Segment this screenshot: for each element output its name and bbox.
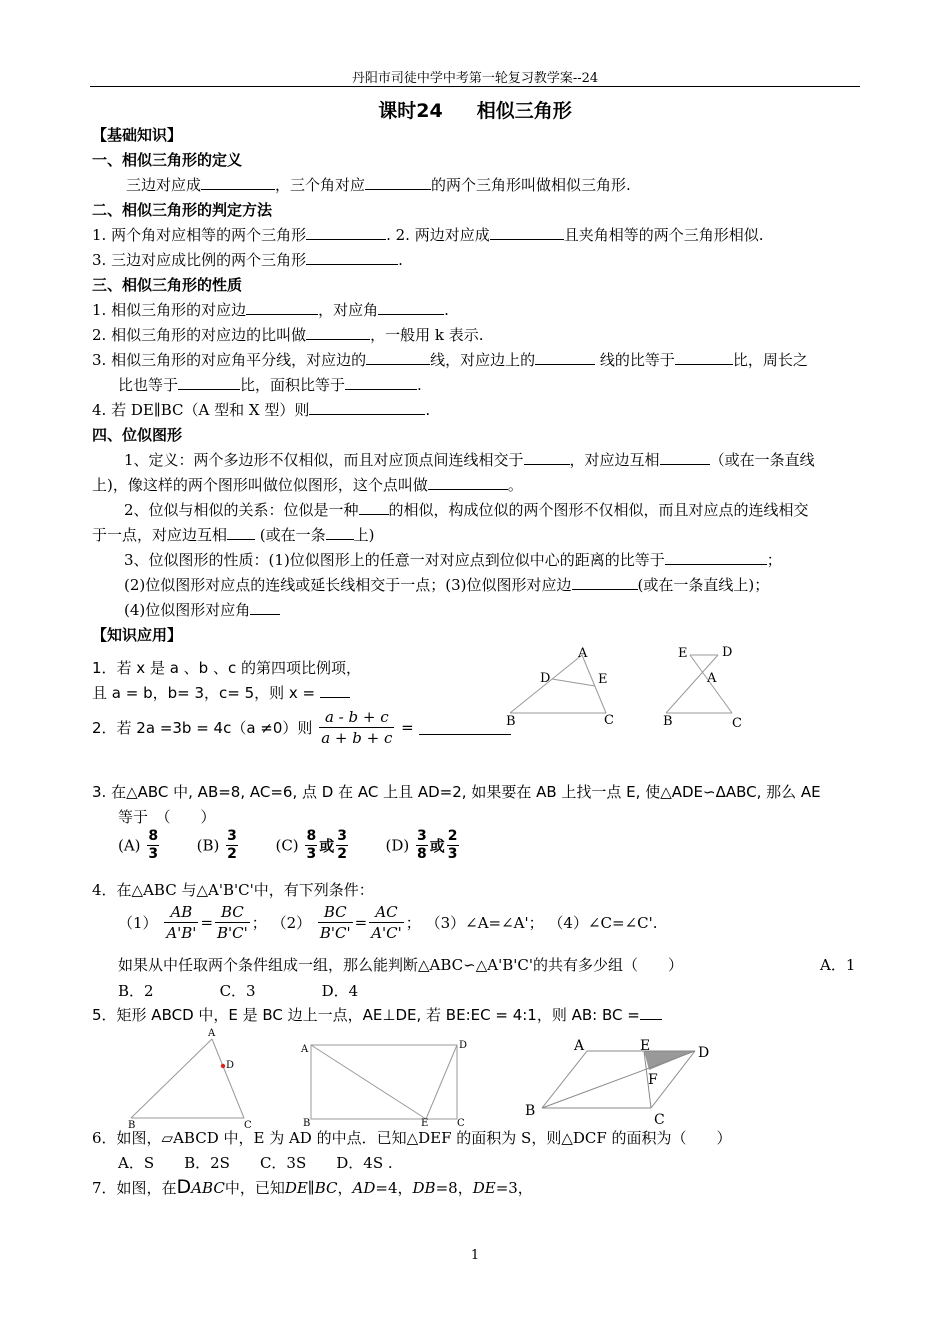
- s4-p2-line1: 2、位似与相似的关系：位似是一种 的相似，构成位似的两个图形不仅相似，而且对应点的连线相交: [124, 501, 809, 519]
- s3-heading: 三、相似三角形的性质: [92, 276, 243, 294]
- point-d-marker: [221, 1064, 225, 1068]
- figure-rectangle: [295, 1034, 475, 1126]
- s3-line2: 2. 相似三角形的对应边的比叫做 ，一般用 k 表示.: [92, 326, 484, 344]
- fig-r-label-c: C: [457, 1118, 465, 1126]
- fig-x-label-a: A: [707, 671, 717, 686]
- fig-t-label-c: C: [244, 1120, 252, 1131]
- title-topic: 相似三角形: [476, 100, 572, 122]
- q4-options: B．2 C．3 D．4: [118, 982, 359, 1000]
- q5-text: 5．矩形 ABCD 中，E 是 BC 边上一点，AE⊥DE, 若 BE:EC = 4:1，则 AB: BC =: [92, 1004, 662, 1025]
- figure-x-type: [660, 636, 760, 736]
- s4-p5: (4)位似图形对应角: [124, 599, 280, 620]
- page-number: 1: [470, 1248, 480, 1263]
- q3-line2: 等于 （ ）: [118, 808, 216, 826]
- q1-line2: 且 a = b，b= 3，c= 5，则 x =: [92, 682, 350, 703]
- s4-p2-line2: 于一点，对应边互相 (或在一条 上): [92, 526, 375, 544]
- page-header: 丹阳市司徒中学中考第一轮复习教学案--24: [351, 71, 599, 86]
- q4-line1: 4．在△ABC 与△A'B'C'中，有下列条件：: [92, 881, 374, 899]
- q6-line1: 6．如图，▱ABCD 中，E 为 AD 的中点．已知△DEF 的面积为 S，则△DCF 的面积为（ ）: [92, 1129, 732, 1147]
- s2-heading: 二、相似三角形的判定方法: [92, 201, 273, 219]
- s4-p1-line1: 1、定义：两个多边形不仅相似，而且对应顶点间连线相交于 ，对应边互相 （或在一条直线: [124, 451, 815, 469]
- s2-line2: 3. 三边对应成比例的两个三角形 .: [92, 251, 403, 269]
- fig-a-label-c: C: [604, 713, 614, 728]
- fig-t-label-b: B: [128, 1120, 136, 1131]
- fig-t-label-d: D: [226, 1060, 235, 1071]
- section-apply-heading: 【知识应用】: [92, 626, 183, 644]
- page-title: [0, 96, 950, 123]
- s2-line1: 1. 两个角对应相等的两个三角形 . 2. 两边对应成 且夹角相等的两个三角形相似.: [92, 226, 764, 244]
- q6-options: A．S B．2S C．3S D．4S .: [118, 1154, 393, 1172]
- s1-text: 三边对应成 ，三个角对应 的两个三角形叫做相似三角形.: [126, 176, 631, 194]
- fig-p-label-e: E: [640, 1038, 651, 1054]
- header-rule: [90, 86, 860, 87]
- fig-a-label-a: A: [578, 646, 588, 661]
- s3-line1: 1. 相似三角形的对应边 ，对应角 .: [92, 301, 449, 319]
- fig-r-label-e: E: [421, 1118, 429, 1126]
- q1-line1: 1．若 x 是 a 、b 、c 的第四项比例项，: [92, 659, 361, 677]
- fig-a-label-e: E: [598, 672, 608, 687]
- fig-a-label-b: B: [506, 714, 516, 729]
- title-lesson: 课时24: [378, 100, 443, 122]
- fig-r-label-d: D: [459, 1040, 468, 1051]
- q3-options: (A) $\frac{8}{3}$ (B) $\frac{3}{2}$ (C) $\frac{8}{3}$ 或 $\frac{3}{2}$ (D) $\frac{3}{8}$ 或 $\frac{2}{3}$: [118, 828, 458, 862]
- fig-r-label-b: B: [303, 1118, 311, 1126]
- fig-a-label-d: D: [540, 671, 551, 686]
- s4-p1-line2: 上)，像这样的两个图形叫做位似图形，这个点叫做 。: [92, 476, 523, 494]
- s4-heading: 四、位似图形: [92, 426, 183, 444]
- figure-a-type: [498, 636, 628, 736]
- q2: 2．若 2a =3b = 4c（a ≠0）则 $\frac{a - b + c}{a + b + c}$ =: [92, 707, 511, 748]
- q3-line1: 3. 在△ABC 中, AB=8, AC=6, 点 D 在 AC 上且 AD=2, 如果要在 AB 上找一点 E, 使△ADE∽ΔABC, 那么 AE: [92, 783, 821, 801]
- fig-x-label-e: E: [678, 646, 688, 661]
- fig-x-label-b: B: [663, 714, 673, 729]
- q4-conditions: （1） $\frac{AB}{A'B'}$ = $\frac{BC}{B'C'}$ ； （2） $\frac{BC}{B'C'}$ = $\frac{AC}{A'C'}$ ； （3）∠A=∠A'； （4）∠C=∠C'.: [118, 903, 658, 942]
- fig-t-label-a: A: [208, 1028, 216, 1039]
- s4-p4: (2)位似图形对应点的连线或延长线相交于一点；(3)位似图形对应边 (或在一条直线上)；: [124, 576, 770, 594]
- q4-option-a: A．1: [820, 956, 856, 974]
- fig-p-label-a: A: [574, 1038, 585, 1054]
- section-basic-heading: 【基础知识】: [92, 126, 183, 144]
- figure-parallelogram: [520, 1030, 720, 1126]
- s1-heading: 一、相似三角形的定义: [92, 151, 243, 169]
- fig-p-label-b: B: [525, 1103, 536, 1119]
- fig-p-label-f: F: [648, 1072, 658, 1088]
- fig-r-label-a: A: [301, 1044, 309, 1055]
- q7-text: 7．如图，在DABC中，已知DE∥BC，AD=4，DB=8，DE=3，: [92, 1176, 533, 1198]
- s4-p3: 3、位似图形的性质：(1)位似图形上的任意一对对应点到位似中心的距离的比等于 ；: [124, 551, 782, 569]
- fig-x-label-c: C: [732, 716, 742, 731]
- fig-p-label-c: C: [654, 1112, 665, 1126]
- q4-line3: 如果从中任取两个条件组成一组，那么能判断△ABC∽△A'B'C'的共有多少组（ ）: [118, 956, 683, 974]
- s3-line5: 4. 若 DE∥BC（A 型和 X 型）则 .: [92, 401, 431, 419]
- s3-line3: 3. 相似三角形的对应角平分线，对应边的 线，对应边上的 线的比等于 比，周长之: [92, 351, 808, 369]
- figure-triangle: [120, 1026, 270, 1131]
- fig-p-label-d: D: [698, 1045, 710, 1061]
- s3-line4: 比也等于 比，面积比等于 .: [118, 376, 422, 394]
- fig-x-label-d: D: [722, 645, 733, 660]
